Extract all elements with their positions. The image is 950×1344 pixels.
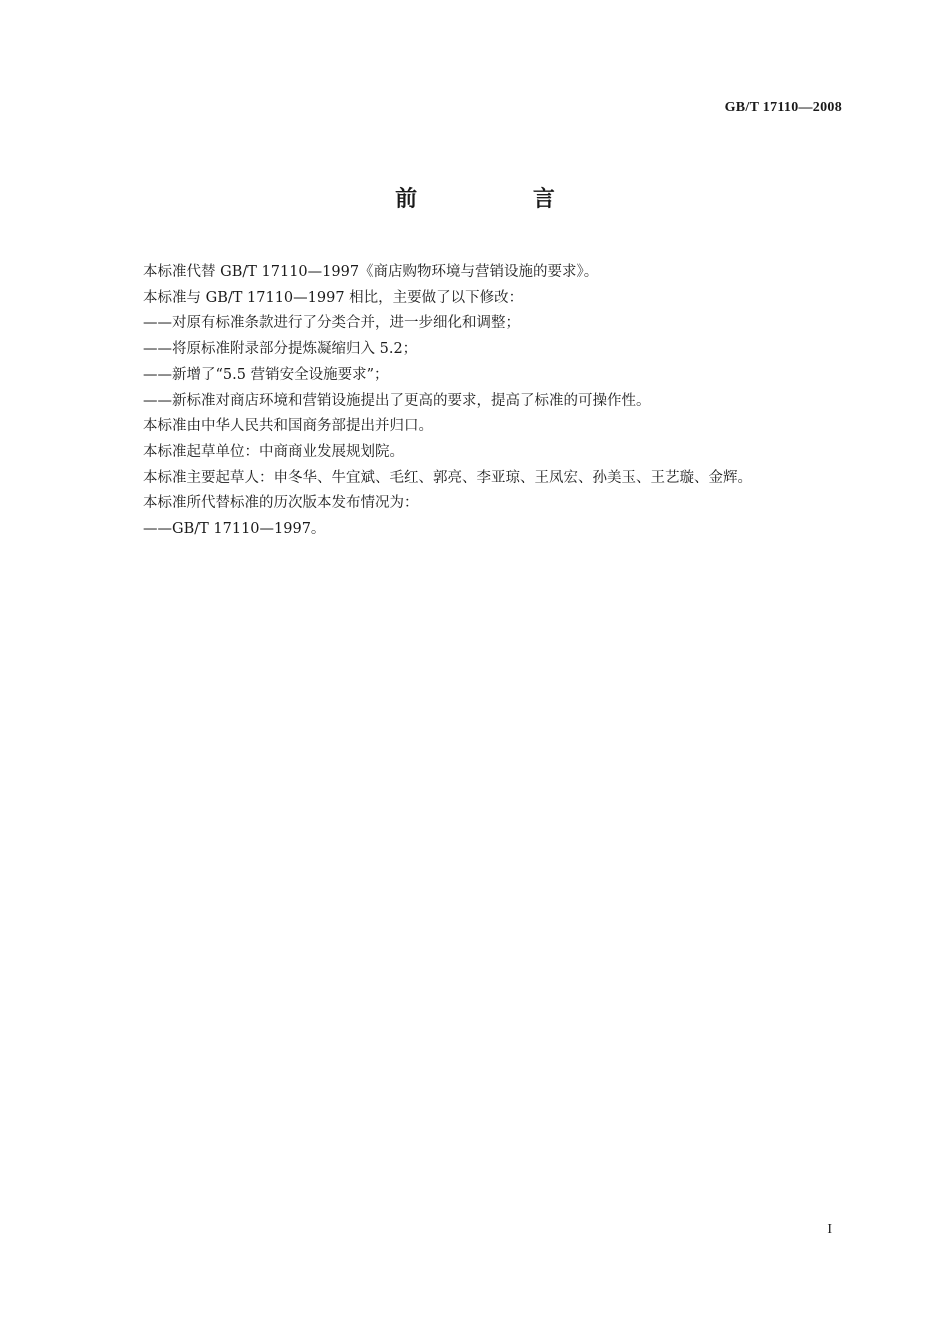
paragraph-drafting-unit: 本标准起草单位：中商商业发展规划院。 [143, 443, 404, 460]
change-item: ——将原标准附录部分提炼凝缩归入 5.2； [143, 341, 418, 358]
page-number: I [827, 1222, 832, 1237]
change-item: ——新标准对商店环境和营销设施提出了更高的要求，提高了标准的可操作性。 [143, 392, 651, 409]
paragraph-replaces: 本标准代替 GB/T 17110—1997《商店购物环境与营销设施的要求》。 [143, 264, 599, 280]
paragraph-drafters: 本标准主要起草人：申冬华、牛宜斌、毛红、郭亮、李亚琼、王凤宏、孙美玉、王艺璇、金辉。 [143, 469, 752, 486]
change-item: ——对原有标准条款进行了分类合并，进一步细化和调整； [143, 315, 520, 332]
change-item: ——新增了“5.5 营销安全设施要求”； [143, 366, 389, 383]
standard-code: GB/T 17110—2008 [724, 100, 842, 115]
paragraph-changes-intro: 本标准与 GB/T 17110—1997 相比，主要做了以下修改： [143, 289, 524, 306]
page-title: 前 言 [395, 187, 609, 212]
paragraph-history-intro: 本标准所代替标准的历次版本发布情况为： [143, 495, 419, 512]
foreword-body [143, 260, 833, 543]
paragraph-proposer: 本标准由中华人民共和国商务部提出并归口。 [143, 418, 433, 435]
history-item: ——GB/T 17110—1997。 [143, 521, 326, 538]
